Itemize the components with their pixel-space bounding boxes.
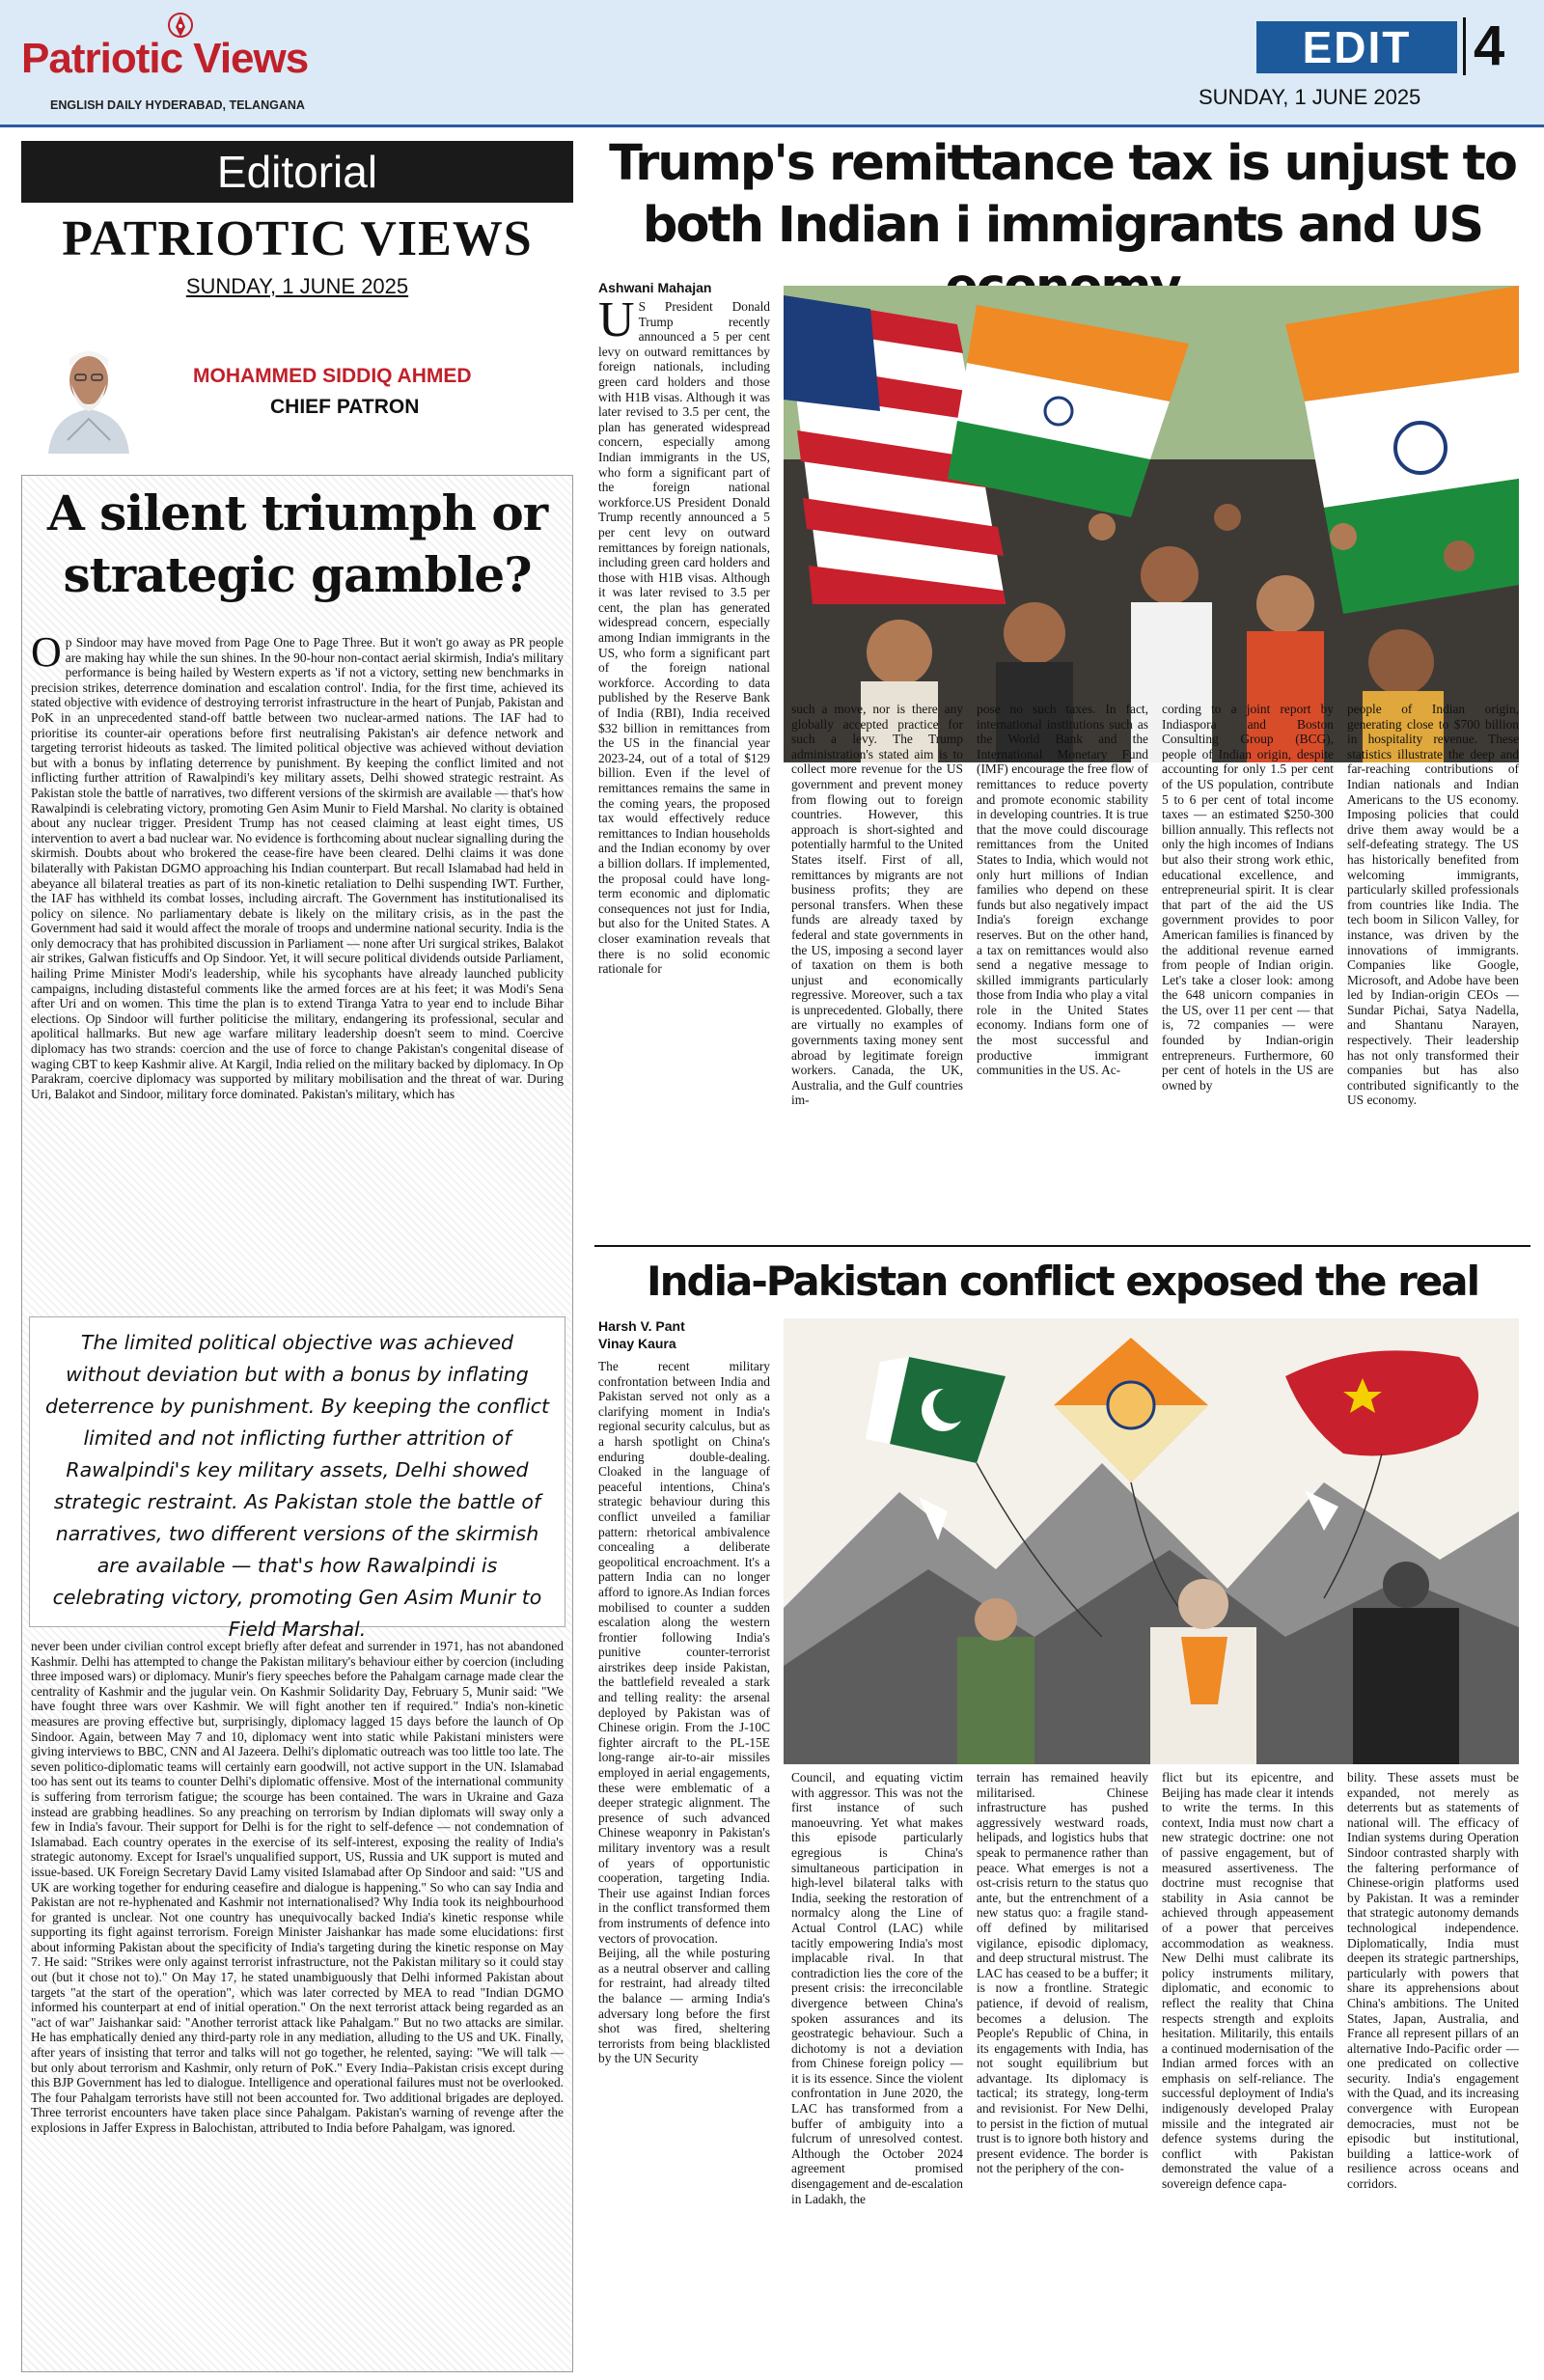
brand-logo: Patriotic Views: [21, 35, 309, 82]
brand-tagline: ENGLISH DAILY HYDERABAD, TELANGANA: [50, 98, 305, 112]
editorial-date: SUNDAY, 1 JUNE 2025: [185, 274, 409, 298]
patron-portrait: [39, 326, 139, 454]
editorial-body-part1: [31, 635, 564, 1309]
rally-flags-photo: [784, 286, 1519, 762]
article2-column-2: Council, and equating victim with aggressor. This was not the first instance of such manoeuvring. Yet what makes this episode particularly egregious is China's simultaneous participation in high-level bilateral talks with India, seeking the restoration of normalcy along the Line of Actual Control (LAC) while tacitly empowering India's most implacable rival. In that contradiction lies the core of the present crisis: the irreconcilable divergence between China's spoken assurances and its geostrategic behaviour. Such a dichotomy is not a deviation from Chinese foreign policy — it is its essence. Since the violent confrontation in June 2020, the LAC has transformed from a buffer of ambiguity into a fulcrum of unresolved contest. Although the October 2024 agreement promised disengagement and de-escalation in Ladakh, the: [791, 1770, 963, 2206]
kites-cartoon-illustration: [784, 1318, 1519, 1764]
patron-name: MOHAMMED SIDDIQ AHMED: [193, 365, 472, 387]
article2-col1b-text: Beijing, all the while posturing as a neutral observer and calling for restraint, had already tilted the balance — arming India's adversary long before the first shot was fired, sheltering terrorists from being blacklisted by the UN Security: [598, 1946, 770, 2066]
patron-role: CHIEF PATRON: [270, 396, 420, 418]
section-divider: [594, 1245, 1530, 1247]
article1-byline: Ashwani Mahajan: [598, 280, 712, 295]
section-label: EDIT: [1256, 21, 1457, 73]
article2-column-4: flict but its epicentre, and Beijing has made clear it intends to write the terms. In this context, India must now chart a new strategic doctrine: one not of passive engagement, but of measured assertiveness. The doctrine must recognise that stability in Asia cannot be achieved through appeasement of a power that perceives accommodation as weakness. New Delhi must calibrate its policy instruments military, diplomatic, and economic to reflect the reality that China respects strength and exploits hesitation. Militarily, this entails a continued modernisation of the Indian armed forces with an emphasis on self-reliance. The successful deployment of India's indigenously developed Pralay missile and the integrated air defence systems during the conflict with Pakistan demonstrated the value of a sovereign defence capa-: [1162, 1770, 1334, 2192]
article1-column-4: cording to a joint report by Indiaspora and Boston Consulting Group (BCG), people of Indian origin, despite accounting for only 1.5 per cent of the US population, contribute 5 to 6 per cent of total income taxes — an estimated $250-300 billion annually. This reflects not only the high incomes of Indians but also their strong work ethic, educational excellence, and entrepreneurial spirit. It is clear that part of the aid the US government provides to poor American families is financed by the additional revenue earned from people of Indian origin. Let's take a closer look: among the 648 unicorn companies in the US, over 11 per cent — that is, 72 companies — were founded by Indian-origin entrepreneurs. Furthermore, 60 per cent of hotels in the US are owned by: [1162, 702, 1334, 1093]
editorial-masthead: PATRIOTIC VIEWS: [62, 211, 533, 266]
editorial-headline: A silent triumph or strategic gamble?: [46, 484, 548, 603]
article1-col1-text: S President Donald Trump recently announced a 5 per cent levy on outward remittances by foreign nationals, including green card holders and those with H1B visas. Although it was later revised to 3.5 per cent, the plan has generated widespread concern, especially among Indian immigrants in the US, who form a significant part of the foreign national workforce.US President Donald Trump recently announced a 5 per cent levy on outward remittances by foreign nationals, including green card holders and those with H1B visas. Although it was later revised to 3.5 per cent, the plan has generated widespread concern, especially among Indian immigrants in the US, who form a significant part of the foreign national workforce. According to data published by the Reserve Bank of India (RBI), India received $32 billion in remittances from the US in the financial year 2023-24, out of a total of $129 billion. Even if the level of remittances remains the same in the coming years, the proposed tax would effectively reduce remittances to Indian households and the Indian economy by over a billion dollars. If implemented, the proposal could have long-term economic and diplomatic consequences not just for India, but also for the United States. A closer examination reveals that there is no solid economic rationale for: [598, 299, 770, 977]
editorial-body-text: p Sindoor may have moved from Page One to Page Three. But it won't go away as PR people are making hay while the sun shines. In the 90-hour non-contact aerial skirmish, India's military performance is being hailed by Western experts as 'if not a victory, setting new benchmarks in precision strikes, deterrence domination and escalation control'. India, for the first time, achieved its stated objective with evidence of destroying terrorist infrastructure in the heart of Punjab, Pakistan and PoK in an unprecedented stand-off battle between two nuclear-armed nations. The IAF had to prioritise its counter-air operations before first neutralising Pakistan's air defence network and targeting terrorist hideouts as tasked. The limited political objective was achieved without deviation but with a bonus by inflating deterrence by punishment. By keeping the conflict limited and not inflicting further attrition of Rawalpindi's key military assets, Delhi showed strategic restraint. As Pakistan stole the battle of narratives, two different versions of the skirmish are available — that's how Rawalpindi is celebrating victory, promoting Gen Asim Munir to Field Marshal. No clarity is obtained about any nuclear trigger. President Trump has not ceased claiming at least eight times, US intervention to avert a bad nuclear war. No evidence is forthcoming about nuclear signalling during the skirmish. Doubts about who brokered the cease-fire have been cleared. Delhi claims it was done bilaterally with Pakistan DGMO approaching his Indian counterpart. But recall Islamabad had held in abeyance all bilateral treaties as part of its non-kinetic retaliation to Delhi suspending IWT. Further, the IAF has withheld its combat losses, including aircraft. The Government has institutionalised its policy on silence. No parliamentary debate is likely on the military crisis, as in the past the Government had said it would affect the morale of troops and undermine national security. India is the only democracy that has prohibited discussion in Parliament — none after Uri surgical strikes, Balakot air strikes, Galwan fisticuffs and Op Sindoor. Yet, it will secure political dividends outside Parliament, hailing Prime Minister Modi's leadership, while his sycophants have already launched publicity campaigns, including distasteful comments like the armed forces are at his feet; it was Modi's Sena after Uri and on women. This time the plan is to extend Tiranga Yatra to year end to include Bihar elections. Op Sindoor will further politicise the military, endangering its professional, secular and apolitical hallmarks. But new age warfare military leadership doesn't seem to mind. Coercive diplomacy has two strands: coercion and the use of force to change Pakistan's congenital disease of waging CBT to keep Kashmir alive. At Kargil, India relied on the military backed by diplomacy. In Op Parakram, coercive diplomacy was supported by military mobilisation and the threat of war. During Uri, Balakot and Sindoor, military force dominated. Pakistan's military, which has: [31, 635, 564, 1101]
article2-column-5: bility. These assets must be expanded, not merely as deterrents but as statements of national will. The efficacy of Indian systems during Operation Sindoor contrasted sharply with the faltering performance of Chinese-origin platforms used by Pakistan. It was a reminder that strategic autonomy demands technological independence. Diplomatically, India must deepen its strategic partnerships, particularly with powers that share its apprehensions about China's ambitions. The United States, Japan, Australia, and France all represent pillars of an alternative Indo-Pacific order — one predicated on collective security. India's engagement with the Quad, and its increasing convergence with European democracies, must not be episodic but institutional, building a lattice-work of resilience across oceans and corridors.: [1347, 1770, 1519, 2192]
dropcap: O: [31, 635, 62, 676]
pull-quote: The limited political objective was achieved without deviation but with a bonus by inflating deterrence by punishment. By keeping the conflict limited and not inflicting further attrition of Rawalpindi's key military assets, Delhi showed strategic restraint. As Pakistan stole the battle of narratives, two different versions of the skirmish are available — that's how Rawalpindi is celebrating victory, promoting Gen Asim Munir to Field Marshal.: [29, 1316, 565, 1627]
issue-date: SUNDAY, 1 JUNE 2025: [1199, 85, 1421, 109]
editorial-body-part2: never been under civilian control except briefly after defeat and surrender in 1971, has not abandoned Kashmir. Delhi has attempted to change the Pakistan military's behaviour either by coercion (including three imposed wars) or diplomacy. Munir's fiery speeches before the Pahalgam carnage made clear the centrality of Kashmir and the jugular vein. On Kashmir Solidarity Day, February 5, Munir said: "We have fought three wars over Kashmir. We will fight another ten if required." India's non-kinetic measures are proving effective but, surprisingly, diplomacy lagged 15 days before the launch of Op Sindoor. Again, between May 7 and 10, diplomacy went into static while Pakistani ministers were giving interviews to BBC, CNN and Al Jazeera. Delhi's diplomatic outreach was too little too late. The seven politico-diplomatic teams will certainly earn goodwill, not active support in the UN. Islamabad too has sent out its teams to counter Delhi's diplomatic offensive. Most of the international community is suffering from terrorism fatigue; the scourge has been contained. The wars in Ukraine and Gaza instead are grabbing headlines. So any preaching on terrorism by Indian diplomats will sway only a few in India's favour. Their support for Delhi is for the right to self-defence — not condemnation of Islamabad. Each country operates in the exercise of its self-interest, exposing the reality of India's strategic autonomy. Except for Israel's unqualified support, US, Russia and UK support is muted and issue-based. UK Foreign Secretary David Lamy visited Islamabad after Op Sindoor and said: "US and UK are working together for enduring ceasefire and dialogue is happening." So who can say India and Pakistan are not re-hyphenated and Kashmir not internationalised? Why India took its neighbourhood for granted is unclear. Not one country has unequivocally backed India's kinetic response while supporting its fight against terrorism. Foreign Minister Jaishankar has made some elucidations: first about informing Pakistan about the specificity of India's targeting during the kinetic response on May 7. He said: "Strikes were only against terrorist infrastructure, not the Pakistan military so it could stay out (but it chose not to)." On May 17, he stated unambiguously that Delhi informed Pakistan about targets "at the start of the operation", which was later corrected by MEA to read "Indian DGMO informed his counterpart at end of initial operation." On the next terrorist attack being regarded as an "act of war" Jaishankar said: "Another terrorist attack like Pahalgam." But no two attacks are similar. He has emphatically denied any third-party role in any mediation, alluding to the US and UK. Finally, after years of insisting that terror and talks will not go together, he relented, saying: "We will talk — but only about terrorism and Kashmir, only return of PoK." Every India–Pakistan crisis except during this BJP Government has led to dialogue. Intelligence and operational failures must not be overlooked. The four Pahalgam terrorists have still not been accounted for. Two additional brigades are deployed. Three terrorist encounters have taken place since Pahalgam. Pakistan's warning of revenge after the explosions in Jaffer Express in Balochistan, attributed to India before Pahalgam, was ignored.: [31, 1639, 564, 2135]
editorial-banner: Editorial: [21, 141, 573, 203]
article2-byline-1: Harsh V. Pant: [598, 1318, 685, 1334]
masthead: [0, 0, 1544, 127]
dropcap: U: [598, 299, 635, 347]
article2-column-1: [598, 1359, 770, 2368]
article2-byline-2: Vinay Kaura: [598, 1336, 676, 1351]
page-number: 4: [1463, 17, 1504, 75]
article1-column-1: [598, 299, 770, 1231]
article1-column-2: such a move, nor is there any globally accepted practice for such a levy. The Trump administration's stated aim is to collect more revenue for the US government and prevent money from flowing out to foreign countries. However, this approach is short-sighted and potentially harmful to the United States itself. First of all, remittances by migrants are not business profits; they are personal transfers. When these funds are already taxed by federal and state governments in the US, imposing a second layer of taxation on them is both unjust and economically regressive. Moreover, such a tax is unprecedented. Globally, there are virtually no examples of governments taxing money sent abroad by legitimate foreign workers. Canada, the UK, Australia, and the Gulf countries im-: [791, 702, 963, 1108]
article1-column-3: pose no such taxes. In fact, international institutions such as the World Bank and the International Monetary Fund (IMF) encourage the free flow of remittances to reduce poverty and promote economic stability in developing countries. It is true that the move could discourage remittances from the United States to India, which would not only hurt millions of Indian families who depend on these funds but also negatively impact India's foreign exchange reserves. But on the other hand, a tax on remittances would also send a negative message to skilled immigrants particularly those from India who play a vital role in the United States economy. Indians form one of the most successful and productive immigrant communities in the US. Ac-: [977, 702, 1148, 1078]
article2-column-3: terrain has remained heavily militarised. Chinese infrastructure has pushed aggressively westward roads, helipads, and logistics hubs that speak to permanence rather than peace. What emerges is not a ost-crisis return to the status quo ante, but the entrenchment of a new status quo: a fragile stand-off defined by militarised vigilance, episodic diplomacy, and deep structural mistrust. The LAC has ceased to be a buffer; it is now a frontline. Strategic patience, if devoid of realism, becomes a delusion. The People's Republic of China, in its engagements with India, has not sought equilibrium but advantage. Its diplomacy is tactical; its strategy, long-term and revisionist. For New Delhi, to persist in the fiction of mutual trust is to ignore both history and present evidence. The border is not the periphery of the con-: [977, 1770, 1148, 2176]
article1-column-5: people of Indian origin, generating close to $700 billion in hospitality revenue. These statistics illustrate the deep and far-reaching contributions of Indian nationals and Indian Americans to the US economy. Imposing policies that could drive them away would be a self-defeating strategy. The US has historically benefited from welcoming immigrants, particularly skilled professionals from countries like India. The tech boom in Silicon Valley, for instance, was driven by the innovations of immigrants. Companies like Google, Microsoft, and Adobe have been led by Indian-origin CEOs — Sundar Pichai, Satya Nadella, and Shantanu Narayen, respectively. Their leadership has not only transformed their companies but has also contributed significantly to the US economy.: [1347, 702, 1519, 1108]
article1-headline: Trump's remittance tax is unjust to both Indian i immigrants and US: [609, 135, 1516, 254]
article2-col1-text: The recent military confrontation between India and Pakistan served not only as a clarifying moment in India's regional security calculus, but as a harsh spotlight on China's enduring double-dealing. Cloaked in the language of peaceful intentions, China's strategic behaviour during this conflict unveiled a familiar pattern: rhetorical ambivalence concealing a deliberate geopolitical encroachment. It's a pattern India can no longer afford to ignore.As Indian forces mobilised to counter a sudden escalation along the western frontier following India's punitive counter-terrorist airstrikes deep inside Pakistan, the battlefield revealed a stark and telling reality: the arsenal deployed by Pakistan was of Chinese origin. From the J-10C fighter aircraft to the PL-15E long-range air-to-air missiles employed in aerial engagements, these were emblematic of a deeper strategic alignment. The presence of such advanced Chinese weaponry in Pakistan's military inventory was a result of years of opportunistic cooperation, targeting India. Their use against Indian forces in the conflict transformed them from instruments of defence into vectors of provocation.: [598, 1359, 770, 1946]
article2-headline: India-Pakistan conflict exposed the real: [646, 1258, 1479, 1305]
